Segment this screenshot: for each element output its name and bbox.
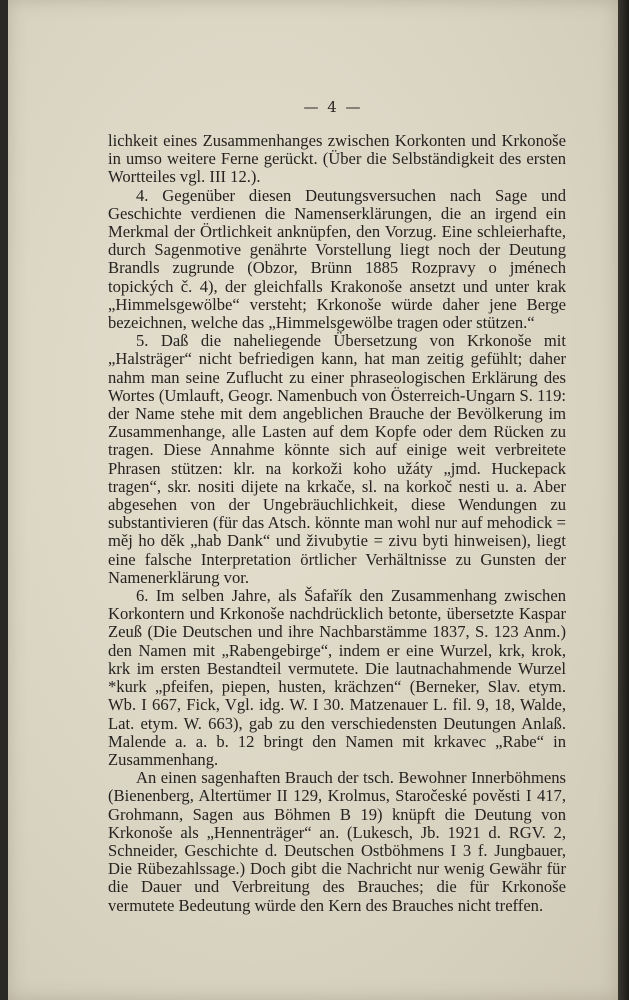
- paragraph-continuation: lichkeit eines Zusammenhanges zwischen Korkonten und Krkonoše in umso weitere Ferne gerückt. (Über die Selbständigkeit des ersten Wortteiles vgl. III 12.).: [108, 131, 566, 187]
- paragraph-7: An einen sagenhaften Brauch der tsch. Bewohner Innerböhmens (Bienenberg, Altertümer II 129, Krolmus, Staročeské pověsti I 417, Grohmann, Sagen aus Böhmen B 19) knüpft die Deutung von Krkonoše als „Hennenträger“ an. (Lukesch, Jb. 1921 d. RGV. 2, Schneider, Geschichte d. Deutschen Ostböhmens I 3 f. Jungbauer, Die Rübezahlssage.) Doch gibt die Nachricht nur wenig Gewähr für die Dauer und Verbreitung des Brauches; die für Krkonoše vermutete Bedeutung würde den Kern des Brauches nicht treffen.: [108, 768, 566, 915]
- paragraph-6: 6. Im selben Jahre, als Šafařík den Zusammenhang zwischen Korkontern und Krkonoše nachdrücklich betonte, übersetzte Kaspar Zeuß (Die Deutschen und ihre Nachbarstämme 1837, S. 123 Anm.) den Namen mit „Rabengebirge“, indem er eine Wurzel, krk, krok, krk im ersten Bestandteil vermutete. Die lautnachahmende Wurzel *kurk „pfeifen, piepen, husten, krächzen“ (Berneker, Slav. etym. Wb. I 667, Fick, Vgl. idg. W. I 30. Matzenauer L. fil. 9, 18, Walde, Lat. etym. W. 663), gab zu den verschiedensten Deutungen Anlaß. Malende a. a. b. 12 bringt den Namen mit krkavec „Rabe“ in Zusammenhang.: [108, 586, 566, 769]
- body-text: [108, 132, 566, 915]
- page-number: — 4 —: [303, 98, 363, 116]
- book-spine-edge: [618, 0, 629, 1000]
- paragraph-5: 5. Daß die naheliegende Übersetzung von Krkonoše mit „Halsträger“ nicht befriedigen kann, hat man zeitig gefühlt; daher nahm man seine Zuflucht zu einer phraseologischen Erklärung des Wortes (Umlauft, Geogr. Namenbuch von Österreich-Ungarn S. 119: der Name stehe mit dem angeblichen Brauche der Bevölkerung im Zusammenhange, alle Lasten auf dem Kopfe oder dem Rücken zu tragen. Diese Annahme könnte sich auf einige weit verbreitete Phrasen stützen: klr. na korkoži koho užáty „jmd. Huckepack tragen“, skr. nositi dijete na krkače, sl. na korkoč nesti u. a. Aber abgesehen von der Ungebräuchlichkeit, diese Wendungen zu substantivieren (für das Atsch. könnte man wohl nur auf mehodick = měj ho děk „hab Dank“ und živubytie = zivu byti hinweisen), liegt eine falsche Interpretation örtlicher Verhältnisse zu Gunsten der Namenerklärung vor.: [108, 331, 566, 587]
- paragraph-4: 4. Gegenüber diesen Deutungsversuchen nach Sage und Geschichte verdienen die Namenserklärungen, die an irgend ein Merkmal der Örtlichkeit anknüpfen, den Vorzug. Eine schleierhafte, durch Sagenmotive genährte Vorstellung liegt noch der Deutung Brandls zugrunde (Obzor, Brünn 1885 Rozpravy o jménech topických č. 4), der gleichfalls Krakonoše ansetzt und unter krak „Himmelsgewölbe“ versteht; Krkonoše würde daher jene Berge bezeichnen, welche das „Himmelsgewölbe tragen oder stützen.“: [108, 185, 566, 333]
- book-page: [8, 0, 618, 1000]
